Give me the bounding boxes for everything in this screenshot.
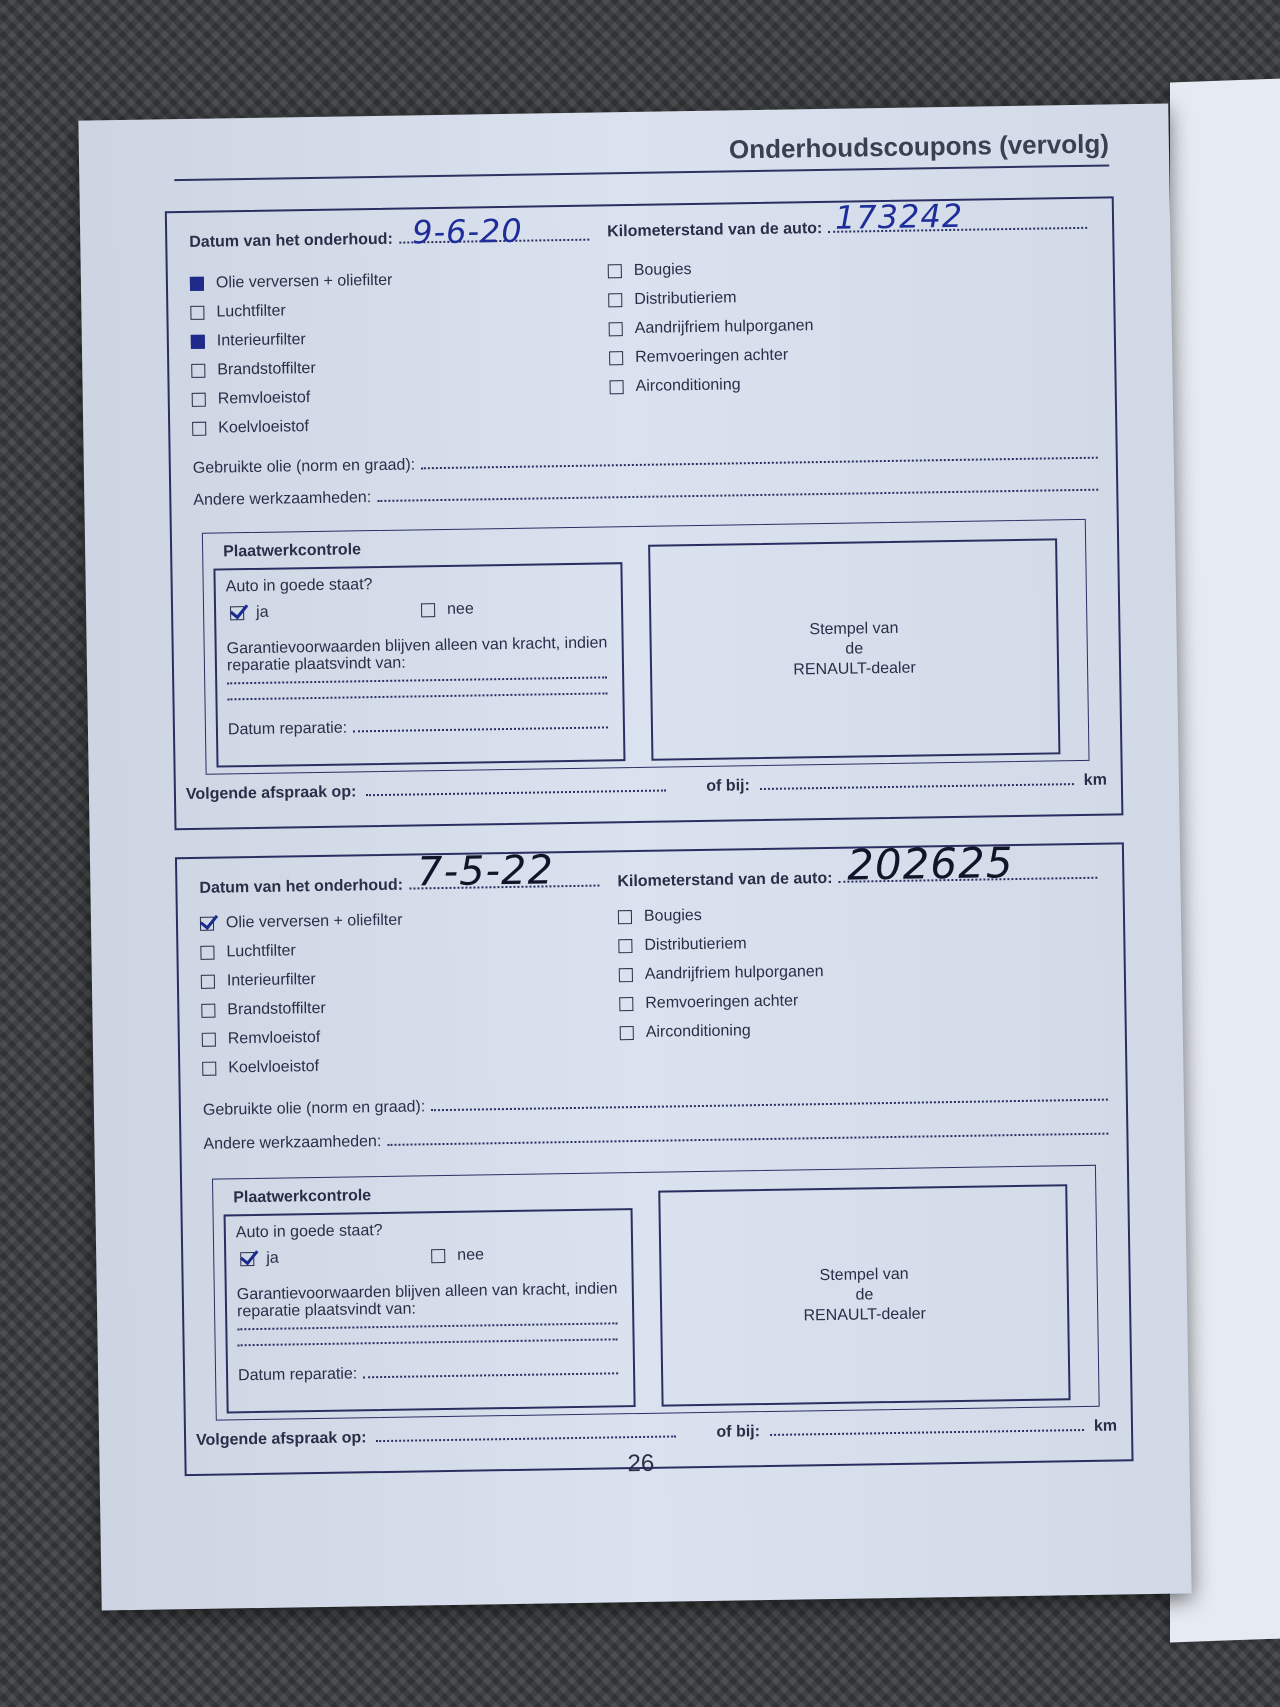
page-title: Onderhoudscoupons (vervolg) — [728, 128, 1110, 165]
checkbox[interactable] — [192, 421, 206, 435]
checkbox-checked[interactable] — [191, 334, 205, 348]
date-label: Datum van het onderhoud: — [189, 230, 393, 251]
checklist-item[interactable]: Luchtfilter — [190, 295, 393, 327]
stamp-line: Stempel van — [819, 1265, 909, 1285]
other-work-label: Andere werkzaamheden: — [193, 489, 372, 509]
stamp-line: RENAULT-dealer — [793, 659, 916, 679]
checklist-item[interactable]: Brandstoffilter — [201, 993, 404, 1025]
checkbox[interactable] — [201, 974, 215, 988]
stamp-line: de — [855, 1286, 874, 1304]
checkbox[interactable] — [202, 1061, 216, 1075]
checkbox[interactable] — [421, 603, 435, 617]
bodywork-inner-box — [224, 1208, 636, 1413]
checklist-item[interactable]: Olie verversen + oliefilter — [190, 266, 393, 298]
repair-date-label: Datum reparatie: — [237, 1365, 358, 1385]
checkbox[interactable] — [191, 363, 205, 377]
repair-place-line[interactable] — [238, 1338, 618, 1346]
right-checklist — [618, 899, 825, 1047]
checklist-item[interactable]: Aandrijfriem hulporganen — [619, 957, 824, 989]
checkbox[interactable] — [608, 264, 622, 278]
page-number: 26 — [627, 1449, 655, 1478]
bodywork-title: Plaatwerkcontrole — [223, 541, 362, 561]
check-icon[interactable] — [240, 1252, 254, 1266]
guarantee-text: Garantievoorwaarden blijven alleen van kracht, indien reparatie plaatsvindt van: — [226, 634, 608, 675]
date-label: Datum van het onderhoud: — [199, 876, 404, 897]
oil-row — [203, 1085, 1108, 1120]
checkbox[interactable] — [200, 945, 214, 959]
checkbox[interactable] — [608, 293, 622, 307]
km-label: Kilometerstand van de auto: — [607, 219, 823, 241]
checklist-item[interactable]: Remvloeistof — [192, 382, 395, 414]
repair-place-line[interactable] — [237, 1322, 617, 1330]
ja-option[interactable]: ja — [230, 604, 269, 623]
checklist-item[interactable]: Remvoeringen achter — [609, 340, 814, 372]
next-appointment-field[interactable] — [366, 778, 666, 797]
date-handwritten: 7-5-22 — [416, 847, 555, 896]
left-checklist — [200, 906, 405, 1083]
next-appointment-row — [186, 771, 1107, 804]
next-appointment-row — [196, 1417, 1117, 1450]
condition-question: Auto in goede staat? — [235, 1222, 383, 1242]
other-work-label: Andere werkzaamheden: — [203, 1133, 382, 1153]
oil-label: Gebruikte olie (norm en graad): — [192, 456, 416, 477]
km-label: Kilometerstand van de auto: — [617, 869, 833, 891]
check-icon[interactable] — [200, 916, 214, 930]
checklist-item[interactable]: Airconditioning — [620, 1015, 825, 1047]
oil-field[interactable] — [421, 443, 1098, 470]
or-label: of bij: — [716, 1423, 761, 1441]
checkbox[interactable] — [618, 939, 632, 953]
checklist-item[interactable]: Remvloeistof — [202, 1022, 405, 1054]
checklist-item[interactable]: Interieurfilter — [201, 964, 404, 996]
repair-date-row — [228, 712, 608, 739]
nee-option[interactable]: nee — [421, 601, 474, 620]
repair-place-line[interactable] — [227, 692, 607, 700]
checklist-item[interactable]: Bougies — [608, 253, 813, 285]
checklist-item[interactable]: Airconditioning — [609, 369, 814, 401]
bodywork-title: Plaatwerkcontrole — [233, 1187, 372, 1207]
checklist-item[interactable]: Interieurfilter — [191, 324, 394, 356]
bodywork-check-section — [212, 1165, 1100, 1421]
dealer-stamp-box — [648, 538, 1060, 760]
checklist-item[interactable]: Luchtfilter — [200, 935, 403, 967]
bodywork-inner-box — [213, 562, 625, 767]
other-work-field[interactable] — [377, 475, 1098, 502]
checklist-item[interactable]: Distributieriem — [618, 928, 823, 960]
km-unit: km — [1083, 771, 1107, 789]
title-rule — [174, 164, 1109, 181]
checkbox[interactable] — [619, 968, 633, 982]
checkbox[interactable] — [431, 1249, 445, 1263]
repair-place-line[interactable] — [227, 676, 607, 684]
checkbox[interactable] — [609, 351, 623, 365]
maintenance-coupon-1 — [165, 196, 1124, 830]
condition-question: Auto in goede staat? — [225, 576, 373, 596]
check-icon[interactable] — [230, 606, 244, 620]
nee-option[interactable]: nee — [431, 1246, 484, 1265]
checklist-item[interactable]: Koelvloeistof — [192, 411, 395, 443]
oil-row — [193, 443, 1098, 478]
checkbox[interactable] — [201, 1003, 215, 1017]
stamp-line: Stempel van — [809, 619, 899, 639]
bodywork-check-section — [202, 519, 1090, 775]
checklist-item[interactable]: Remvoeringen achter — [619, 986, 824, 1018]
checklist-item[interactable]: Aandrijfriem hulporganen — [608, 311, 813, 343]
checkbox[interactable] — [609, 322, 623, 336]
km-handwritten: 202625 — [846, 838, 1014, 890]
next-appointment-label: Volgende afspraak op: — [185, 783, 357, 804]
next-appointment-field[interactable] — [376, 1423, 676, 1442]
checklist-item[interactable]: Distributieriem — [608, 282, 813, 314]
checkbox[interactable] — [618, 910, 632, 924]
checklist-item[interactable]: Bougies — [618, 899, 823, 931]
checkbox[interactable] — [610, 380, 624, 394]
left-checklist — [190, 266, 395, 443]
repair-date-field[interactable] — [353, 712, 608, 732]
ja-option[interactable]: ja — [240, 1250, 279, 1269]
stamp-line: de — [845, 640, 864, 658]
checkbox[interactable] — [192, 392, 206, 406]
km-unit: km — [1093, 1417, 1118, 1435]
other-work-row — [193, 475, 1098, 510]
dealer-stamp-box — [658, 1184, 1070, 1406]
next-km-field[interactable] — [760, 771, 1074, 790]
checkbox-checked[interactable] — [190, 276, 204, 290]
date-row — [189, 225, 589, 252]
oil-field[interactable] — [431, 1085, 1108, 1112]
other-work-row — [203, 1119, 1108, 1154]
repair-date-field[interactable] — [363, 1358, 618, 1378]
checklist-item[interactable]: Koelvloeistof — [202, 1051, 405, 1083]
stamp-line: RENAULT-dealer — [803, 1305, 927, 1325]
maintenance-coupon-2 — [175, 838, 1134, 1476]
booklet-page — [78, 104, 1191, 1611]
right-checklist — [608, 253, 815, 401]
date-handwritten: 9-6-20 — [411, 211, 523, 252]
checkbox[interactable] — [620, 1026, 634, 1040]
or-label: of bij: — [706, 777, 750, 795]
checkbox[interactable] — [190, 305, 204, 319]
checkbox[interactable] — [619, 997, 633, 1011]
km-handwritten: 173242 — [834, 196, 964, 237]
oil-label: Gebruikte olie (norm en graad): — [202, 1098, 426, 1119]
repair-date-label: Datum reparatie: — [227, 719, 348, 739]
repair-date-row — [238, 1358, 618, 1385]
other-work-field[interactable] — [387, 1119, 1108, 1146]
next-km-field[interactable] — [770, 1417, 1084, 1436]
checklist-item[interactable]: Brandstoffilter — [191, 353, 394, 385]
next-appointment-label: Volgende afspraak op: — [195, 1429, 367, 1449]
checkbox[interactable] — [202, 1032, 216, 1046]
guarantee-text: Garantievoorwaarden blijven alleen van kracht, indien reparatie plaatsvindt van: — [236, 1280, 618, 1321]
checklist-item[interactable]: Olie verversen + oliefilter — [200, 906, 403, 938]
